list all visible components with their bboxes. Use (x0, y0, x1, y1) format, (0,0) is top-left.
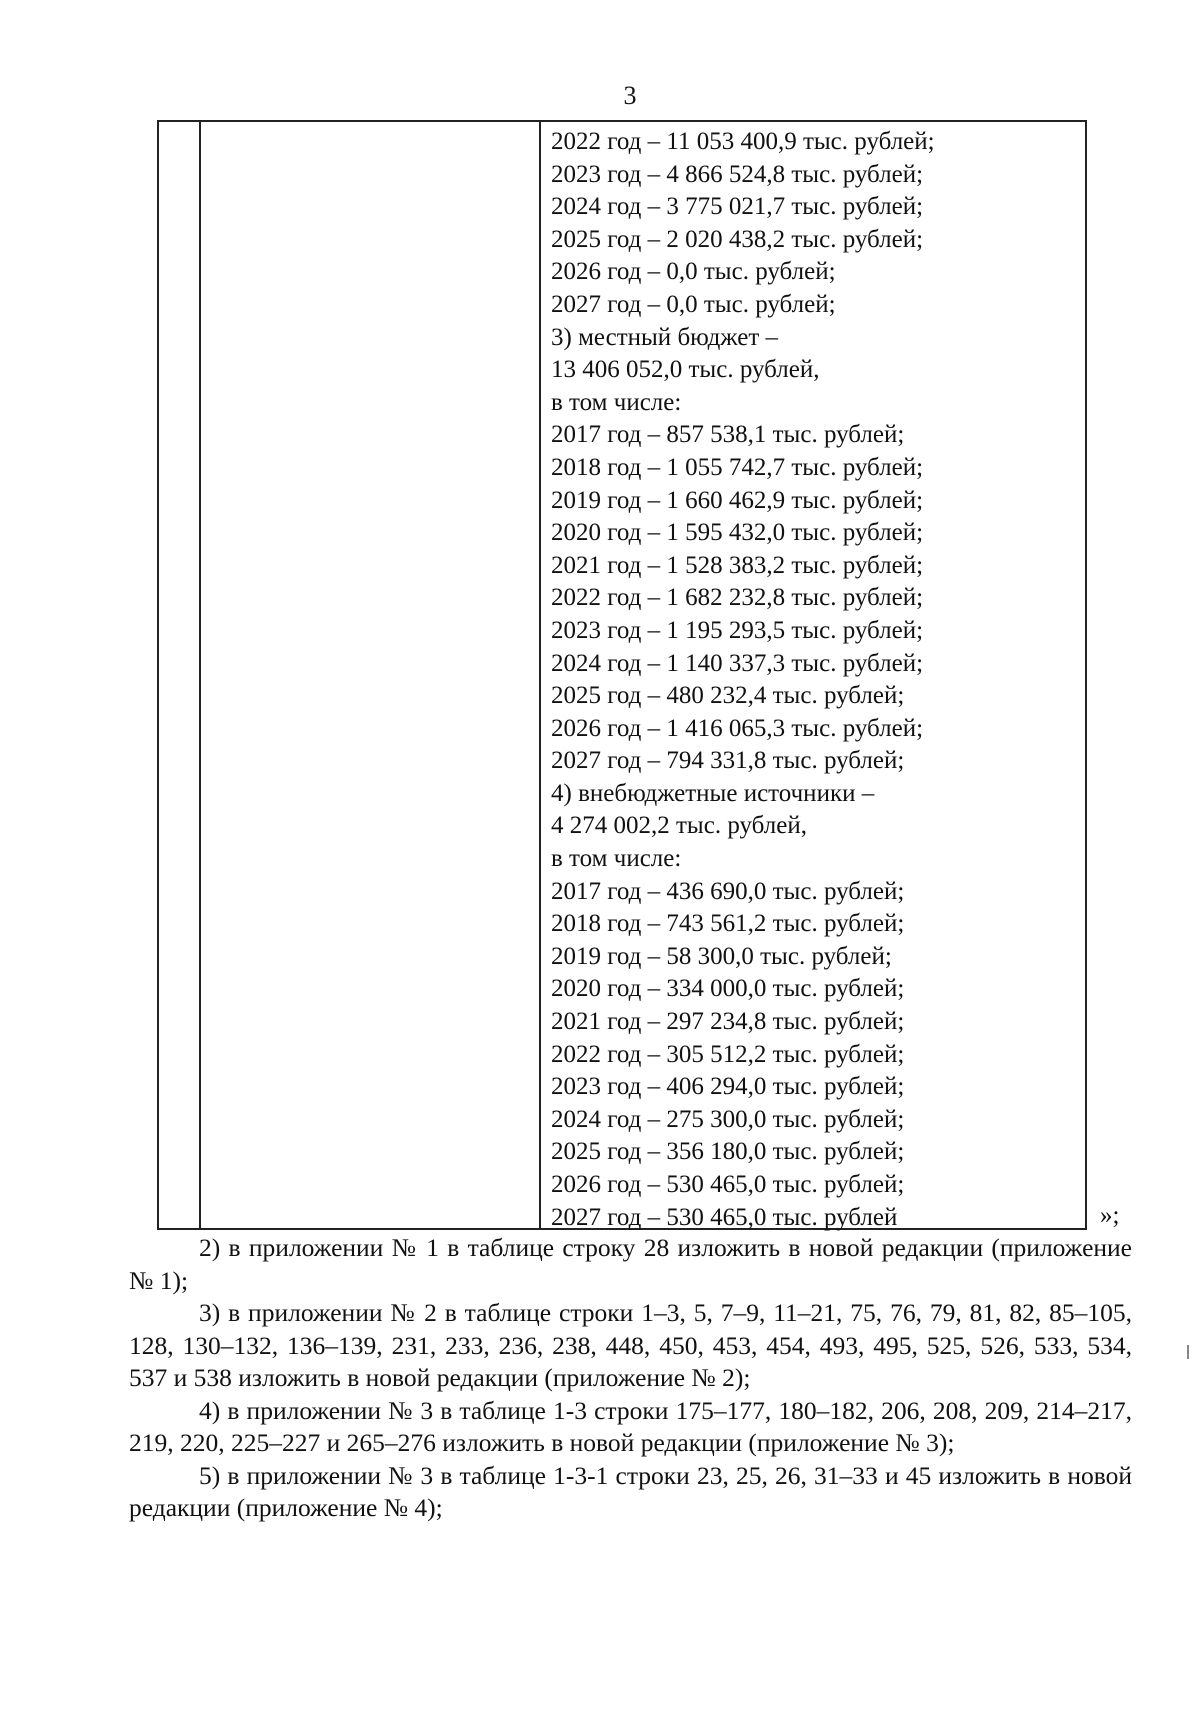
funding-line: 2027 год – 530 465,0 тыс. рублей (551, 1203, 898, 1231)
funding-line: 2024 год – 275 300,0 тыс. рублей; (551, 1105, 905, 1133)
funding-line: 2027 год – 794 331,8 тыс. рублей; (551, 747, 905, 775)
scan-artifact-mark (1187, 1345, 1189, 1359)
funding-line: 2022 год – 305 512,2 тыс. рублей; (551, 1040, 905, 1068)
funding-line: 2021 год – 1 528 383,2 тыс. рублей; (551, 551, 924, 579)
funding-line: 3) местный бюджет – (551, 323, 779, 351)
table-column-divider (539, 122, 541, 1228)
funding-line: 2024 год – 3 775 021,7 тыс. рублей; (551, 193, 924, 221)
funding-line: 2027 год – 0,0 тыс. рублей; (551, 290, 836, 318)
closing-quote-mark: »; (1100, 1202, 1120, 1229)
funding-values-cell (551, 126, 1061, 1234)
funding-line: 2026 год – 530 465,0 тыс. рублей; (551, 1171, 905, 1198)
funding-line: 2020 год – 334 000,0 тыс. рублей; (551, 975, 905, 1003)
funding-line: 2022 год – 11 053 400,9 тыс. рублей; (551, 128, 935, 155)
funding-line: 2022 год – 1 682 232,8 тыс. рублей; (551, 584, 924, 612)
amendment-paragraph: 2) в приложении № 1 в таблице строку 28 изложить в новой редакции (приложение № 1); (129, 1233, 1132, 1295)
funding-line: 2017 год – 436 690,0 тыс. рублей; (551, 877, 905, 905)
table-column-divider (199, 122, 201, 1228)
funding-line: 2023 год – 1 195 293,5 тыс. рублей; (551, 616, 924, 644)
funding-line: 2020 год – 1 595 432,0 тыс. рублей; (551, 519, 924, 547)
funding-table (157, 120, 1087, 1230)
funding-line: 2026 год – 1 416 065,3 тыс. рублей; (551, 714, 924, 742)
funding-line: 2018 год – 743 561,2 тыс. рублей; (551, 910, 905, 938)
funding-line: 2021 год – 297 234,8 тыс. рублей; (551, 1008, 905, 1036)
funding-line: в том числе: (551, 845, 682, 873)
funding-line: 2023 год – 4 866 524,8 тыс. рублей; (551, 160, 924, 188)
funding-line: 4) внебюджетные источники – (551, 779, 875, 807)
page-number: 3 (623, 81, 637, 110)
funding-line: 2024 год – 1 140 337,3 тыс. рублей; (551, 649, 924, 677)
funding-line: 13 406 052,0 тыс. рублей, (551, 356, 820, 384)
funding-line: 2025 год – 356 180,0 тыс. рублей; (551, 1138, 905, 1166)
funding-line: 2019 год – 58 300,0 тыс. рублей; (551, 942, 892, 970)
funding-line: в том числе: (551, 388, 682, 416)
funding-line: 2026 год – 0,0 тыс. рублей; (551, 258, 836, 286)
amendment-paragraph: 5) в приложении № 3 в таблице 1-3-1 строки 23, 25, 26, 31–33 и 45 изложить в новой редакции (приложение № 4); (129, 1460, 1132, 1522)
funding-line: 2017 год – 857 538,1 тыс. рублей; (551, 421, 905, 449)
funding-line: 2025 год – 2 020 438,2 тыс. рублей; (551, 225, 924, 253)
funding-line: 2019 год – 1 660 462,9 тыс. рублей; (551, 486, 924, 514)
amendment-paragraphs (129, 1232, 1132, 1525)
amendment-paragraph: 3) в приложении № 2 в таблице строки 1–3, 5, 7–9, 11–21, 75, 76, 79, 81, 82, 85–105, 128, 130–132, 136–139, 231, 233, 236, 238, 448, 450, 453, 454, 493, 495, 525, 526, 533, 534, 537 и 538 изложить в новой редакции (приложение № 2); (129, 1298, 1132, 1392)
funding-line: 2018 год – 1 055 742,7 тыс. рублей; (551, 453, 924, 481)
funding-line: 2023 год – 406 294,0 тыс. рублей; (551, 1073, 905, 1101)
funding-line: 4 274 002,2 тыс. рублей, (551, 812, 807, 840)
amendment-paragraph: 4) в приложении № 3 в таблице 1-3 строки 175–177, 180–182, 206, 208, 209, 214–217, 219, 220, 225–227 и 265–276 изложить в новой редакции (приложение № 3); (129, 1395, 1132, 1457)
funding-line: 2025 год – 480 232,4 тыс. рублей; (551, 682, 905, 710)
